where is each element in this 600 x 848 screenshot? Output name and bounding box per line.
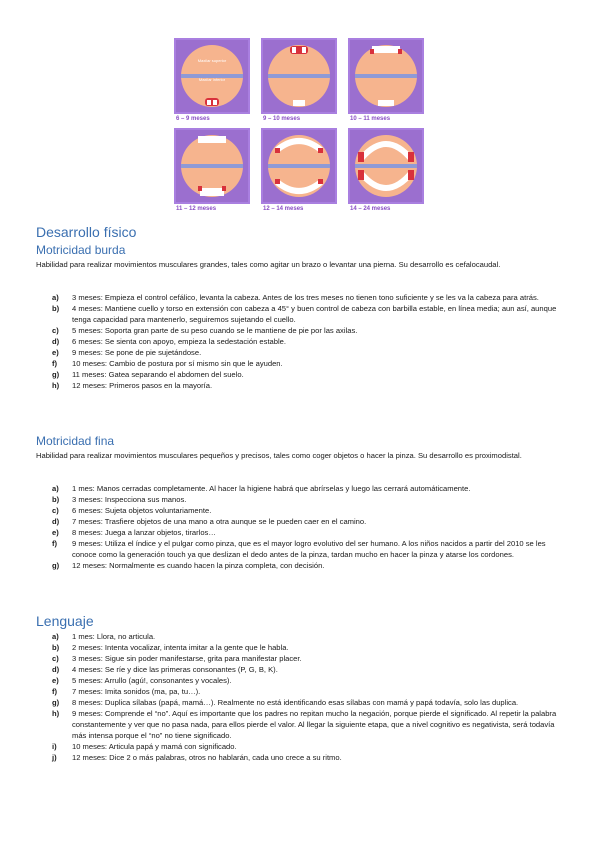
list-marker: f) bbox=[52, 539, 58, 548]
list-item bbox=[52, 664, 562, 675]
lower-jaw-label: Maxilar inferior bbox=[198, 77, 226, 82]
list-marker: a) bbox=[52, 293, 59, 302]
list-item bbox=[52, 303, 562, 325]
mouth-illustration bbox=[176, 130, 248, 202]
list-item bbox=[52, 538, 562, 560]
list-item bbox=[52, 741, 562, 752]
list-item-text: 10 meses: Articula papá y mamá con significado. bbox=[72, 742, 237, 751]
teeth-tile bbox=[261, 128, 337, 204]
subsection-heading: Motricidad burda bbox=[36, 243, 126, 257]
list-item bbox=[52, 708, 562, 741]
tile-caption: 10 – 11 meses bbox=[350, 116, 391, 122]
mouth-illustration bbox=[350, 40, 422, 112]
tile-caption: 11 – 12 meses bbox=[176, 206, 217, 212]
list-marker: b) bbox=[52, 304, 60, 313]
list-item bbox=[52, 358, 562, 369]
list-item bbox=[52, 347, 562, 358]
section-heading: Desarrollo físico bbox=[36, 224, 137, 240]
mouth-illustration bbox=[263, 40, 335, 112]
list-item bbox=[52, 675, 562, 686]
list-marker: j) bbox=[52, 753, 57, 762]
list-marker: d) bbox=[52, 665, 60, 674]
list-marker: e) bbox=[52, 528, 59, 537]
list-item-text: 5 meses: Arrullo (agú!, consonantes y vocales). bbox=[72, 676, 232, 685]
list-item bbox=[52, 380, 562, 391]
list-marker: g) bbox=[52, 370, 60, 379]
list-item bbox=[52, 686, 562, 697]
list-marker: h) bbox=[52, 381, 60, 390]
teeth-tile bbox=[174, 128, 250, 204]
upper-jaw-label: Maxilar superior bbox=[197, 58, 227, 63]
tile-caption: 12 – 14 meses bbox=[263, 206, 304, 212]
teeth-tile bbox=[261, 38, 337, 114]
tile-caption: 6 – 9 meses bbox=[176, 116, 210, 122]
list-marker: h) bbox=[52, 709, 60, 718]
list-item bbox=[52, 369, 562, 380]
list-item-text: 1 mes: Manos cerradas completamente. Al hacer la higiene habrá que abrírselas y luego las cerrará automáticamente. bbox=[72, 484, 471, 493]
list-item-text: 3 meses: Inspecciona sus manos. bbox=[72, 495, 187, 504]
list-item-text: 9 meses: Utiliza el índice y el pulgar como pinza, que es el mayor logro evolutivo del ser humano. A los niños nacidos a partir del 2010 se les conoce como la generación touch ya que deslizan el dedo antes de la pinza, tardan mucho en hacer la pinza y atarse los cordones. bbox=[72, 539, 546, 559]
list-marker: c) bbox=[52, 326, 59, 335]
list-item bbox=[52, 527, 562, 538]
list-marker: f) bbox=[52, 359, 58, 368]
list-marker: g) bbox=[52, 698, 60, 707]
list-item bbox=[52, 336, 562, 347]
subsection-heading: Motricidad fina bbox=[36, 434, 115, 448]
list-item-text: 12 meses: Primeros pasos en la mayoría. bbox=[72, 381, 213, 390]
list-item bbox=[52, 505, 562, 516]
list-item-text: 12 meses: Dice 2 o más palabras, otros no hablarán, cada uno crece a su ritmo. bbox=[72, 753, 342, 762]
milestone-list bbox=[52, 483, 562, 571]
tile-caption: 9 – 10 meses bbox=[263, 116, 301, 122]
list-item bbox=[52, 494, 562, 505]
list-item-text: 4 meses: Se ríe y dice las primeras consonantes (P, G, B, K). bbox=[72, 665, 278, 674]
list-item-text: 8 meses: Duplica sílabas (papá, mamá…). Realmente no está identificando esas sílabas con mamá y papá todavía, solo las duplica. bbox=[72, 698, 519, 707]
list-item bbox=[52, 697, 562, 708]
list-marker: g) bbox=[52, 561, 60, 570]
list-item-text: 9 meses: Se pone de pie sujetándose. bbox=[72, 348, 202, 357]
list-item-text: 2 meses: Intenta vocalizar, intenta imitar a la gente que le habla. bbox=[72, 643, 289, 652]
list-item-text: 6 meses: Sujeta objetos voluntariamente. bbox=[72, 506, 212, 515]
list-marker: d) bbox=[52, 517, 60, 526]
list-marker: f) bbox=[52, 687, 58, 696]
teeth-eruption-chart bbox=[174, 38, 424, 214]
list-item-text: 1 mes: Llora, no articula. bbox=[72, 632, 156, 641]
tile-caption: 14 – 24 meses bbox=[350, 206, 391, 212]
list-item-text: 3 meses: Empieza el control cefálico, levanta la cabeza. Antes de los tres meses no tienen tono suficiente y se les va la cabeza para atrás. bbox=[72, 293, 539, 302]
list-item bbox=[52, 653, 562, 664]
teeth-tile bbox=[348, 38, 424, 114]
list-item-text: 5 meses: Soporta gran parte de su peso cuando se le mantiene de pie por las axilas. bbox=[72, 326, 358, 335]
list-item bbox=[52, 483, 562, 494]
mouth-illustration bbox=[263, 130, 335, 202]
list-item-text: 9 meses: Comprende el “no”. Aquí es importante que los padres no repitan mucho la negación, porque pierde el significado. Al repetir la palabra constantemente y ver que no pasa nada, para ellos pierde el valor. Al llegar la siguiente etapa, que a nivel cognitivo es negativista, será todavía más intensa porque el “no” no tiene significado. bbox=[72, 709, 557, 740]
intro-paragraph: Habilidad para realizar movimientos musculares pequeños y precisos, tales como coger objetos o hacer la pinza. Su desarrollo es proximodistal. bbox=[36, 451, 522, 460]
list-item-text: 6 meses: Se sienta con apoyo, empieza la sedestación estable. bbox=[72, 337, 287, 346]
list-item-text: 11 meses: Gatea separando el abdomen del suelo. bbox=[72, 370, 244, 379]
list-marker: c) bbox=[52, 654, 59, 663]
list-item bbox=[52, 325, 562, 336]
list-item bbox=[52, 752, 562, 763]
list-marker: d) bbox=[52, 337, 60, 346]
section-heading: Lenguaje bbox=[36, 613, 94, 629]
teeth-tile bbox=[348, 128, 424, 204]
list-marker: b) bbox=[52, 643, 60, 652]
list-item-text: 7 meses: Trasfiere objetos de una mano a otra aunque se le pueden caer en el camino. bbox=[72, 517, 367, 526]
list-marker: b) bbox=[52, 495, 60, 504]
list-item bbox=[52, 292, 562, 303]
list-item bbox=[52, 642, 562, 653]
list-marker: e) bbox=[52, 348, 59, 357]
list-item-text: 3 meses: Sigue sin poder manifestarse, grita para manifestar placer. bbox=[72, 654, 302, 663]
list-item bbox=[52, 631, 562, 642]
list-item-text: 4 meses: Mantiene cuello y torso en extensión con cabeza a 45° y buen control de cabeza con barbilla estable, en línea media; aun así, aunque tenga capacidad para mantenerlo, seguiremos sujetando el cuello. bbox=[72, 304, 557, 324]
list-marker: e) bbox=[52, 676, 59, 685]
mouth-illustration bbox=[176, 40, 248, 112]
list-item-text: 10 meses: Cambio de postura por sí mismo sin que le ayuden. bbox=[72, 359, 283, 368]
list-marker: a) bbox=[52, 632, 59, 641]
intro-paragraph: Habilidad para realizar movimientos musculares grandes, tales como agitar un brazo o levantar una pierna. Su desarrollo es cefalocaudal. bbox=[36, 260, 501, 269]
list-marker: a) bbox=[52, 484, 59, 493]
mouth-illustration bbox=[350, 130, 422, 202]
list-item bbox=[52, 560, 562, 571]
list-marker: c) bbox=[52, 506, 59, 515]
list-item bbox=[52, 516, 562, 527]
list-item-text: 12 meses: Normalmente es cuando hacen la pinza completa, con decisión. bbox=[72, 561, 325, 570]
teeth-tile bbox=[174, 38, 250, 114]
list-item-text: 8 meses: Juega a lanzar objetos, tirarlos… bbox=[72, 528, 216, 537]
list-marker: i) bbox=[52, 742, 57, 751]
milestone-list bbox=[52, 631, 562, 763]
list-item-text: 7 meses: Imita sonidos (ma, pa, tu…). bbox=[72, 687, 201, 696]
milestone-list bbox=[52, 292, 562, 391]
